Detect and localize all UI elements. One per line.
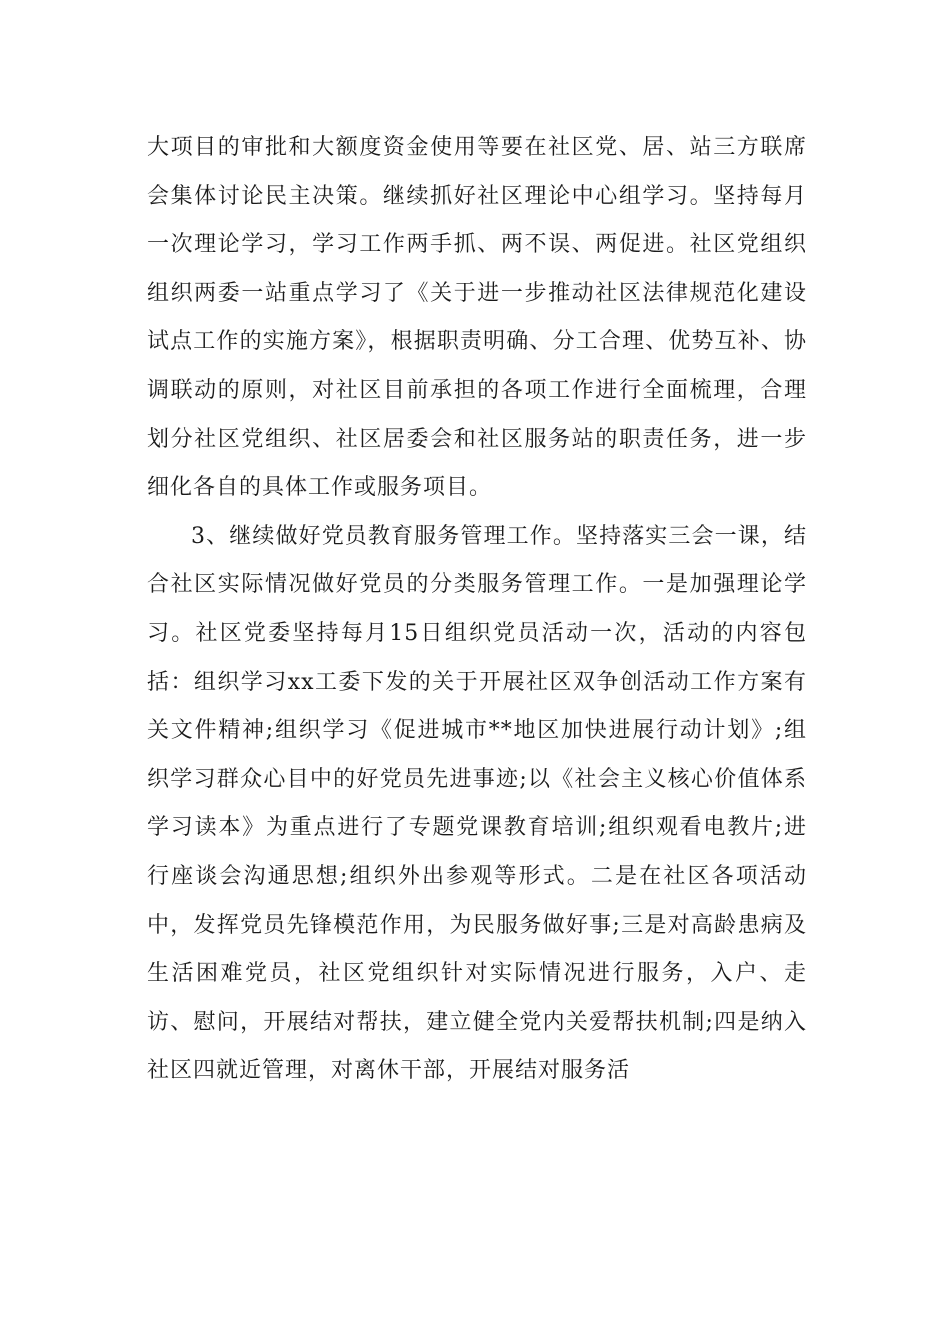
paragraph-2: 3、继续做好党员教育服务管理工作。坚持落实三会一课，结合社区实际情况做好党员的分类服务管理工作。一是加强理论学习。社区党委坚持每月15日组织党员活动一次，活动的内容包括：组织学习xx工委下发的关于开展社区双争创活动工作方案有关文件精神;组织学习《促进城市**地区加快进展行动计划》;组织学习群众心目中的好党员先进事迹;以《社会主义核心价值体系学习读本》为重点进行了专题党课教育培训;组织观看电教片;进行座谈会沟通思想;组织外出参观等形式。二是在社区各项活动中，发挥党员先锋模范作用，为民服务做好事;三是对高龄患病及生活困难党员，社区党组织针对实际情况进行服务，入户、走访、慰问，开展结对帮扶，建立健全党内关爱帮扶机制;四是纳入社区四就近管理，对离休干部，开展结对服务活 [147,523,807,1084]
document-body [147,124,807,1096]
paragraph-1: 大项目的审批和大额度资金使用等要在社区党、居、站三方联席会集体讨论民主决策。继续抓好社区理论中心组学习。坚持每月一次理论学习，学习工作两手抓、两不误、两促进。社区党组织组织两委一站重点学习了《关于进一步推动社区法律规范化建设试点工作的实施方案》，根据职责明确、分工合理、优势互补、协调联动的原则，对社区目前承担的各项工作进行全面梳理，合理划分社区党组织、社区居委会和社区服务站的职责任务，进一步细化各自的具体工作或服务项目。 [147,135,807,501]
